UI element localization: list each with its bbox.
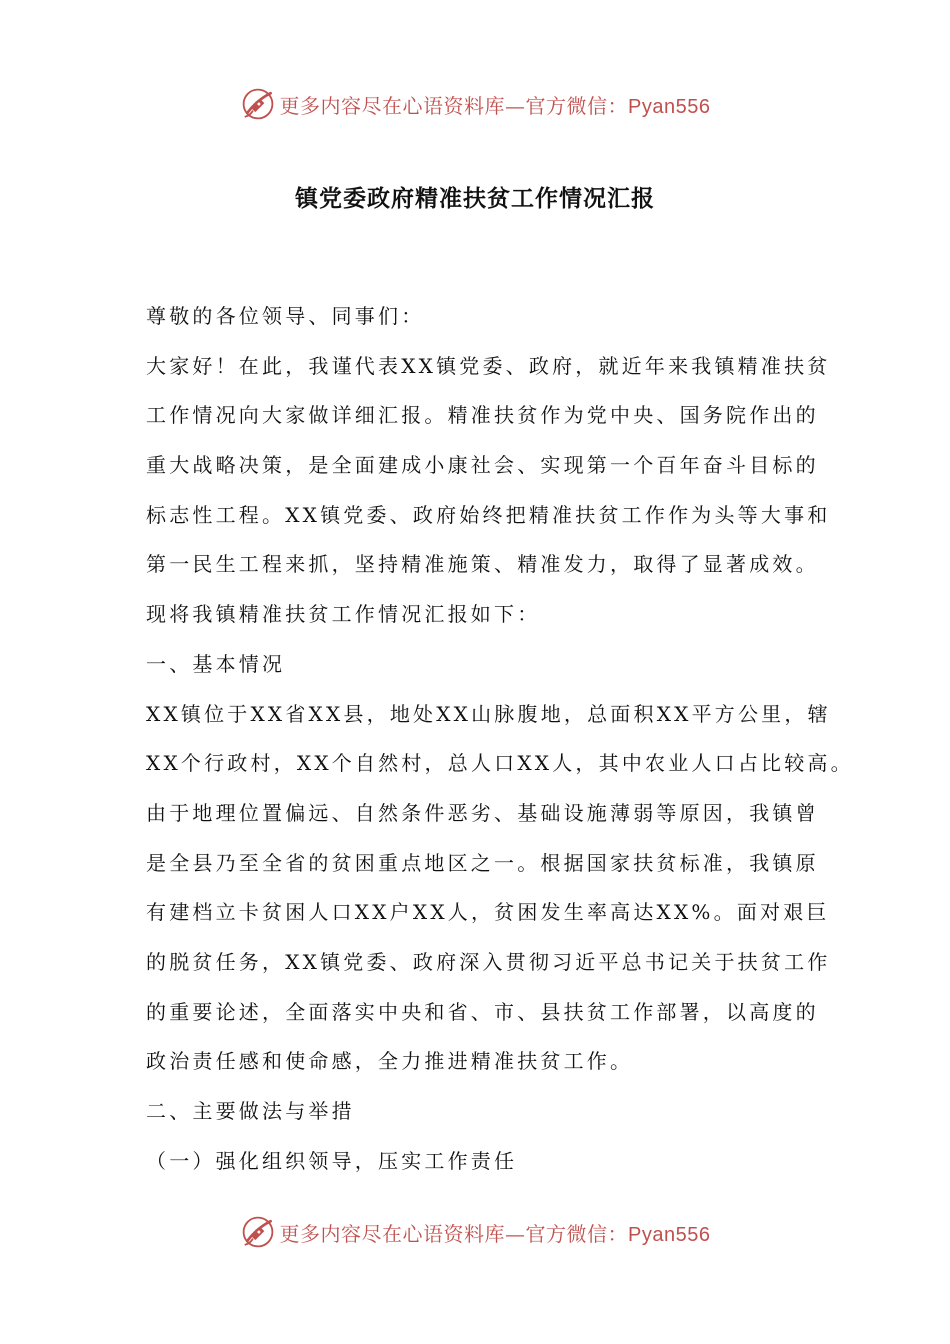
body-line: 的重要论述，全面落实中央和省、市、县扶贫工作部署，以高度的 (146, 999, 819, 1024)
body-line: XX个行政村，XX个自然村，总人口XX人，其中农业人口占比较高。 (146, 751, 854, 776)
body-line: 标志性工程。XX镇党委、政府始终把精准扶贫工作作为头等大事和 (146, 502, 831, 527)
watermark-label: 更多内容尽在心语资料库—官方微信： (279, 1221, 629, 1246)
document-title: 镇党委政府精准扶贫工作情况汇报 (295, 186, 655, 212)
body-line: 现将我镇精准扶贫工作情况汇报如下： (146, 602, 541, 627)
body-line: 的脱贫任务，XX镇党委、政府深入贯彻习近平总书记关于扶贫工作 (146, 949, 831, 974)
body-line: 工作情况向大家做详细汇报。精准扶贫作为党中央、国务院作出的 (146, 403, 819, 428)
section-heading: 一、基本情况 (146, 651, 286, 676)
body-line: 是全县乃至全省的贫困重点地区之一。根据国家扶贫标准，我镇原 (146, 850, 819, 875)
subsection-heading: （一）强化组织领导，压实工作责任 (146, 1148, 518, 1173)
header-watermark (0, 84, 950, 124)
watermark-text (280, 1218, 711, 1247)
watermark-wechat-id: Pyan556 (628, 1223, 711, 1246)
body-line: XX镇位于XX省XX县，地处XX山脉腹地，总面积XX平方公里，辖 (146, 701, 831, 726)
pen-nib-logo-icon (240, 1214, 276, 1250)
watermark-wechat-id: Pyan556 (628, 95, 711, 118)
body-line: 尊敬的各位领导、同事们： (146, 304, 425, 328)
footer-watermark (0, 1212, 950, 1252)
body-line: 有建档立卡贫困人口XX户XX人，贫困发生率高达XX%。面对艰巨 (146, 900, 830, 925)
watermark-text (280, 90, 711, 119)
body-line: 政治责任感和使命感，全力推进精准扶贫工作。 (146, 1049, 634, 1074)
body-line: 重大战略决策，是全面建成小康社会、实现第一个百年奋斗目标的 (146, 453, 819, 478)
section-heading: 二、主要做法与举措 (146, 1099, 355, 1123)
document-body (146, 296, 854, 1190)
body-line: 由于地理位置偏远、自然条件恶劣、基础设施薄弱等原因，我镇曾 (146, 800, 819, 825)
body-line: 第一民生工程来抓，坚持精准施策、精准发力，取得了显著成效。 (146, 552, 819, 577)
pen-nib-logo-icon (240, 86, 276, 122)
body-line: 大家好！在此，我谨代表XX镇党委、政府，就近年来我镇精准扶贫 (146, 353, 831, 378)
watermark-label: 更多内容尽在心语资料库—官方微信： (279, 93, 629, 118)
